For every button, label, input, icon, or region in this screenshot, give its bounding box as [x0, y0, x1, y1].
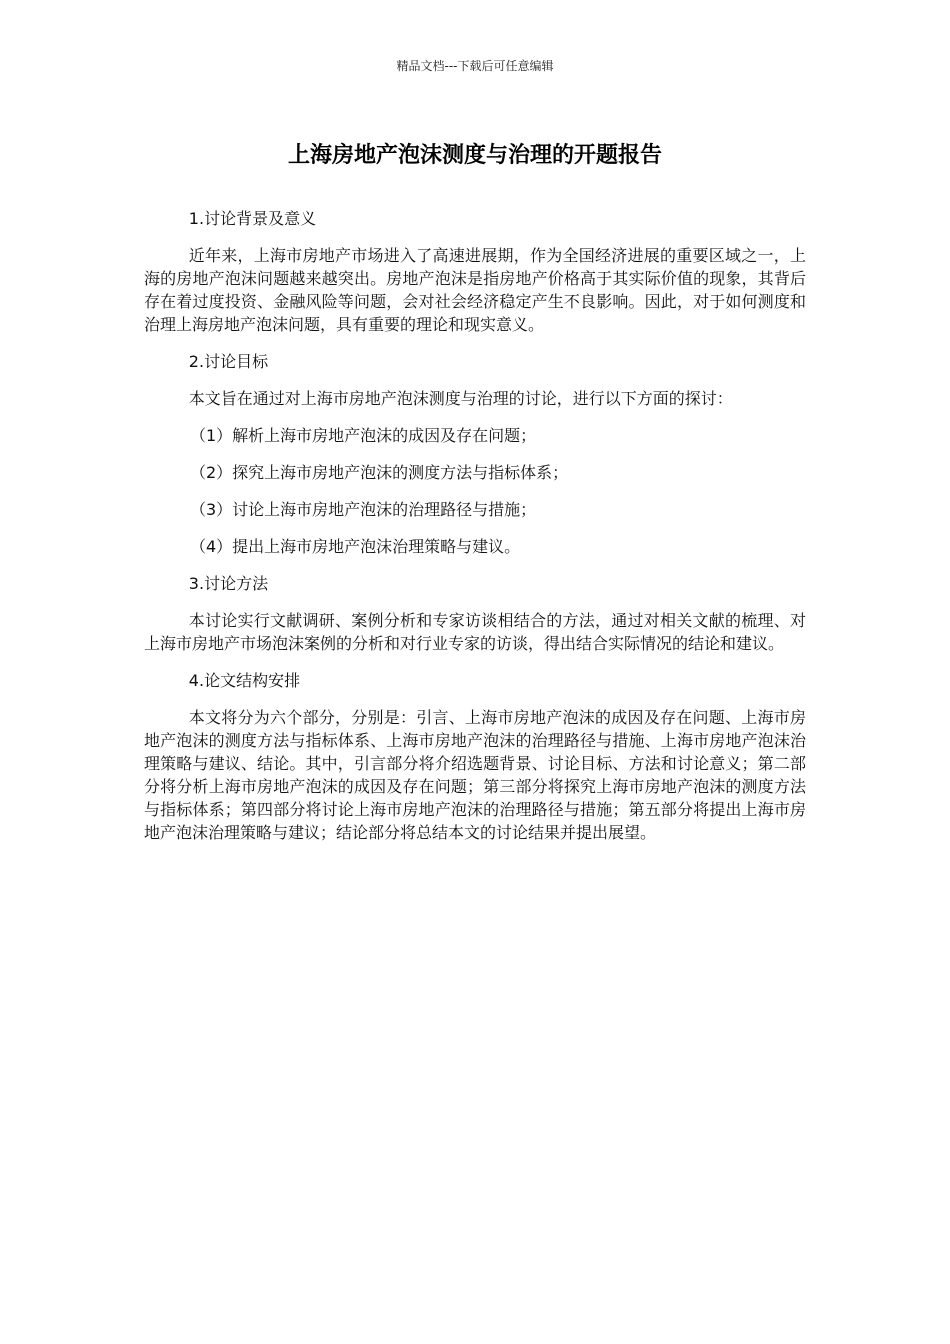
paragraph-structure: 本文将分为六个部分，分别是：引言、上海市房地产泡沫的成因及存在问题、上海市房地产泡沫的测度方法与指标体系、上海市房地产泡沫的治理路径与措施、上海市房地产泡沫治理策略与建议、结论。其中，引言部分将介绍选题背景、讨论目标、方法和讨论意义；第二部分将分析上海市房地产泡沫的成因及存在问题；第三部分将探究上海市房地产泡沫的测度方法与指标体系；第四部分将讨论上海市房地产泡沫的治理路径与措施；第五部分将提出上海市房地产泡沫治理策略与建议；结论部分将总结本文的讨论结果并提出展望。 [144, 708, 806, 842]
section-heading-structure: 4.论文结构安排 [188, 671, 301, 690]
paragraph-background: 近年来，上海市房地产市场进入了高速进展期，作为全国经济进展的重要区域之一，上海的房地产泡沫问题越来越突出。房地产泡沫是指房地产价格高于其实际价值的现象，其背后存在着过度投资、金融风险等问题，会对社会经济稳定产生不良影响。因此，对于如何测度和治理上海房地产泡沫问题，具有重要的理论和现实意义。 [144, 246, 806, 334]
page-header: 精品文档---下载后可任意编辑 [396, 59, 554, 73]
document-body [144, 207, 806, 858]
section-heading-methods: 3.讨论方法 [188, 574, 269, 593]
list-item: （4）提出上海市房地产泡沫治理策略与建议。 [190, 537, 521, 556]
section-heading-background: 1.讨论背景及意义 [188, 209, 317, 228]
list-item: （3）讨论上海市房地产泡沫的治理路径与措施； [190, 500, 537, 519]
list-item: （2）探究上海市房地产泡沫的测度方法与指标体系； [190, 463, 569, 482]
section-heading-objectives: 2.讨论目标 [188, 352, 269, 371]
paragraph-objectives-intro: 本文旨在通过对上海市房地产泡沫测度与治理的讨论，进行以下方面的探讨： [188, 389, 733, 408]
list-item: （1）解析上海市房地产泡沫的成因及存在问题； [190, 426, 537, 445]
document-title: 上海房地产泡沫测度与治理的开题报告 [287, 143, 662, 168]
paragraph-methods: 本讨论实行文献调研、案例分析和专家访谈相结合的方法，通过对相关文献的梳理、对上海市房地产市场泡沫案例的分析和对行业专家的访谈，得出结合实际情况的结论和建议。 [144, 611, 806, 653]
